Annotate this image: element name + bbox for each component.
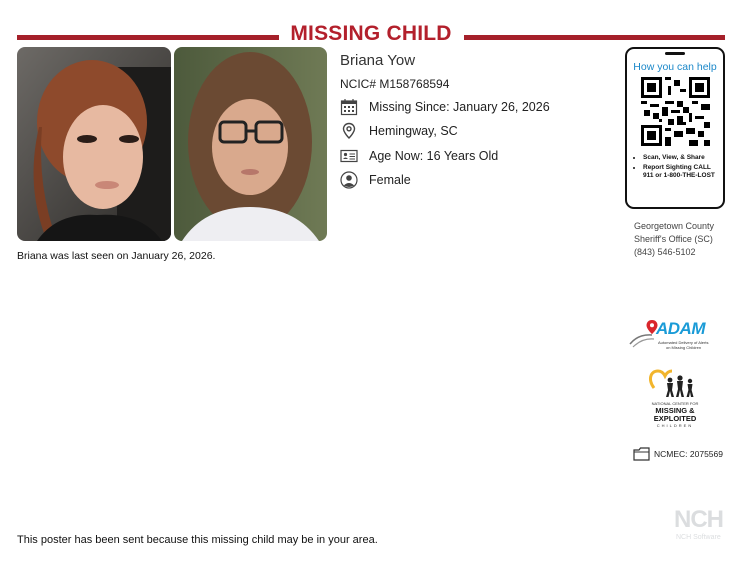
adam-logo-tagline-2: on Missing Children: [666, 345, 702, 350]
child-photo-2: [174, 47, 327, 241]
ncmec-logo-line4: CHILDREN: [656, 423, 694, 428]
last-seen-text: Briana was last seen on January 26, 2026.: [17, 250, 216, 262]
calendar-icon: [340, 98, 358, 116]
ncmec-logo-line3: EXPLOITED: [653, 414, 697, 423]
nch-watermark: [672, 506, 732, 544]
header-rule-left: [17, 35, 279, 40]
help-list: [631, 154, 723, 181]
ncic-number: NCIC# M158768594: [340, 77, 450, 91]
ncmec-logo: [646, 368, 704, 428]
map-pin-icon: [340, 122, 358, 140]
ncmec-logo-line1: NATIONAL CENTER FOR: [651, 401, 699, 406]
child-name: Briana Yow: [340, 52, 416, 69]
adam-logo-wordmark: ADAM: [656, 319, 705, 338]
adam-logo-tagline-1: Automated Delivery of Alerts: [658, 340, 709, 345]
missing-since-text: Missing Since: January 26, 2026: [369, 100, 550, 114]
footer-note: This poster has been sent because this missing child may be in your area.: [17, 534, 378, 546]
child-photo-1: [17, 47, 171, 241]
help-item-report: • Report Sighting CALL 911 or 1-800-THE-LOST: [643, 164, 723, 180]
agency-contact: [634, 220, 714, 259]
agency-name-line1: Georgetown County: [634, 221, 715, 231]
id-card-icon: [340, 147, 358, 165]
folder-icon: [633, 447, 650, 466]
location-text: Hemingway, SC: [369, 124, 458, 138]
qr-code[interactable]: [641, 77, 710, 151]
help-card-title: How you can help: [633, 61, 717, 73]
ncmec-case-number: NCMEC: 2075569: [654, 449, 723, 459]
person-icon: [340, 171, 358, 189]
poster-title: MISSING CHILD: [290, 22, 452, 45]
header-rule-right: [464, 35, 725, 40]
sex-text: Female: [369, 173, 411, 187]
agency-phone[interactable]: (843) 546-5102: [634, 247, 696, 257]
phone-speaker: [665, 52, 685, 55]
help-item-scan: • Scan, View, & Share: [643, 154, 723, 162]
nch-watermark-mark: NCH: [674, 506, 723, 533]
help-card: [625, 47, 725, 209]
nch-watermark-text: NCH Software: [676, 534, 721, 541]
age-text: Age Now: 16 Years Old: [369, 149, 499, 163]
adam-logo: [628, 318, 723, 354]
ncmec-logo-line2: MISSING &: [655, 406, 695, 415]
agency-name-line2: Sheriff's Office (SC): [634, 234, 713, 244]
